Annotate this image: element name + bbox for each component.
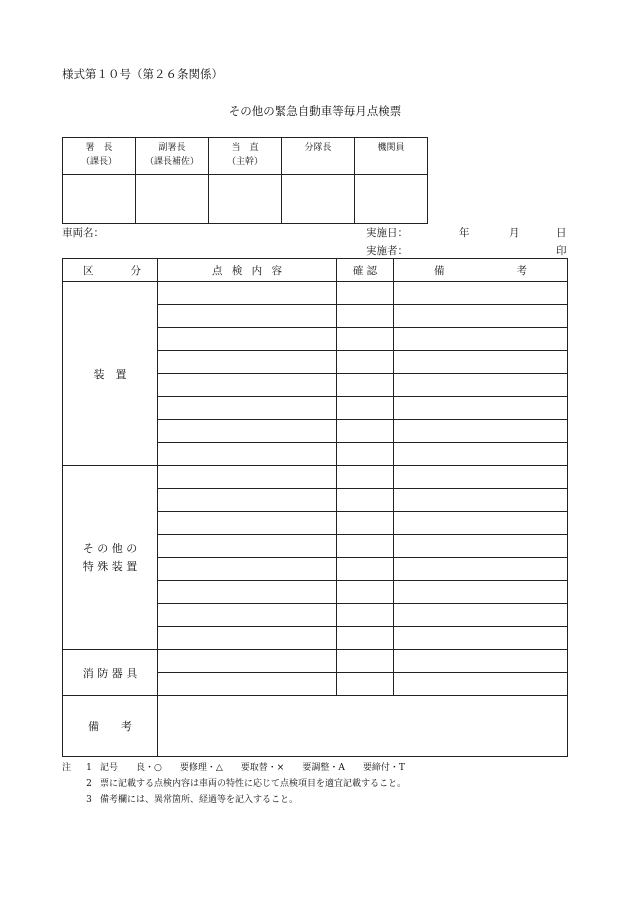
content-cell[interactable]: [158, 650, 337, 673]
confirm-cell[interactable]: [337, 558, 394, 581]
table-row: [63, 650, 568, 673]
confirm-cell[interactable]: [337, 443, 394, 466]
note-number: 1: [86, 763, 92, 773]
confirm-cell[interactable]: [337, 489, 394, 512]
content-cell[interactable]: [158, 282, 337, 305]
table-row: [63, 466, 568, 489]
content-cell[interactable]: [158, 604, 337, 627]
content-cell[interactable]: [158, 512, 337, 535]
remarks-cell[interactable]: [394, 604, 568, 627]
remarks-cell[interactable]: [394, 374, 568, 397]
content-cell[interactable]: [158, 351, 337, 374]
content-cell[interactable]: [158, 489, 337, 512]
remarks-cell[interactable]: [394, 627, 568, 650]
confirm-cell[interactable]: [337, 604, 394, 627]
confirm-cell[interactable]: [337, 466, 394, 489]
executor-label: 実施者：: [366, 245, 408, 257]
remarks-cell[interactable]: [394, 397, 568, 420]
approval-header-duty: 当 直 （主幹）: [209, 138, 282, 175]
day-unit: 日: [556, 227, 567, 239]
content-cell[interactable]: [158, 627, 337, 650]
header-category: 区 分: [63, 259, 158, 282]
category-remarks: 備 考: [63, 696, 158, 757]
approval-header-squad-leader: 分隊長: [282, 138, 355, 175]
content-cell[interactable]: [158, 420, 337, 443]
notes: [62, 760, 406, 808]
approval-stamp-deputy[interactable]: [136, 175, 209, 224]
header-content: 点 検 内 容: [158, 259, 337, 282]
document-title: その他の緊急自動車等毎月点検票: [228, 104, 402, 118]
content-cell[interactable]: [158, 535, 337, 558]
approval-header-deputy: 副署長 （課長補佐）: [136, 138, 209, 175]
confirm-cell[interactable]: [337, 328, 394, 351]
remarks-cell[interactable]: [394, 581, 568, 604]
confirm-cell[interactable]: [337, 512, 394, 535]
approval-stamp-duty[interactable]: [209, 175, 282, 224]
note-number: 3: [86, 795, 92, 805]
remarks-cell[interactable]: [394, 282, 568, 305]
approval-table: [62, 137, 428, 224]
content-cell[interactable]: [158, 558, 337, 581]
category-fire-equipment: 消 防 器 具: [63, 650, 158, 696]
date-label: 実施日：: [366, 227, 408, 239]
confirm-cell[interactable]: [337, 397, 394, 420]
note-text: 票に記載する点検内容は車両の特性に応じて点検項目を適宜記載すること。: [100, 779, 407, 789]
notes-prefix: 注: [62, 763, 72, 773]
remarks-field[interactable]: [158, 696, 568, 757]
inspection-table: [62, 258, 568, 757]
note-text: 記号 良・○ 要修理・△ 要取替・× 要調整・A 要締付・T: [100, 763, 405, 773]
content-cell[interactable]: [158, 466, 337, 489]
note-number: 2: [86, 779, 92, 789]
remarks-cell[interactable]: [394, 650, 568, 673]
approval-stamp-chief[interactable]: [63, 175, 136, 224]
confirm-cell[interactable]: [337, 581, 394, 604]
approval-header-engineer: 機関員: [355, 138, 428, 175]
content-cell[interactable]: [158, 581, 337, 604]
remarks-cell[interactable]: [394, 443, 568, 466]
content-cell[interactable]: [158, 673, 337, 696]
category-equipment: 装 置: [63, 282, 158, 466]
table-row: [63, 282, 568, 305]
confirm-cell[interactable]: [337, 673, 394, 696]
year-unit: 年: [459, 227, 470, 239]
table-row: [63, 696, 568, 757]
remarks-cell[interactable]: [394, 420, 568, 443]
confirm-cell[interactable]: [337, 282, 394, 305]
category-special-equipment: そ の 他 の 特 殊 装 置: [63, 466, 158, 650]
confirm-cell[interactable]: [337, 535, 394, 558]
remarks-cell[interactable]: [394, 351, 568, 374]
confirm-cell[interactable]: [337, 420, 394, 443]
header-remarks: 備 考: [394, 259, 568, 282]
vehicle-name-label: 車両名：: [62, 227, 104, 239]
confirm-cell[interactable]: [337, 351, 394, 374]
remarks-cell[interactable]: [394, 673, 568, 696]
content-cell[interactable]: [158, 397, 337, 420]
remarks-cell[interactable]: [394, 512, 568, 535]
remarks-cell[interactable]: [394, 305, 568, 328]
confirm-cell[interactable]: [337, 374, 394, 397]
content-cell[interactable]: [158, 305, 337, 328]
confirm-cell[interactable]: [337, 305, 394, 328]
approval-stamp-engineer[interactable]: [355, 175, 428, 224]
content-cell[interactable]: [158, 374, 337, 397]
remarks-cell[interactable]: [394, 558, 568, 581]
month-unit: 月: [509, 227, 520, 239]
remarks-cell[interactable]: [394, 466, 568, 489]
header-confirm: 確 認: [337, 259, 394, 282]
content-cell[interactable]: [158, 443, 337, 466]
confirm-cell[interactable]: [337, 627, 394, 650]
note-text: 備考欄には、異常箇所、経過等を記入すること。: [100, 795, 299, 805]
table-header-row: [63, 259, 568, 282]
content-cell[interactable]: [158, 328, 337, 351]
seal-mark: 印: [556, 245, 567, 257]
confirm-cell[interactable]: [337, 650, 394, 673]
remarks-cell[interactable]: [394, 328, 568, 351]
form-number: 様式第１０号（第２６条関係）: [62, 67, 223, 81]
approval-header-chief: 署 長 （課長）: [63, 138, 136, 175]
approval-stamp-squad-leader[interactable]: [282, 175, 355, 224]
remarks-cell[interactable]: [394, 489, 568, 512]
remarks-cell[interactable]: [394, 535, 568, 558]
